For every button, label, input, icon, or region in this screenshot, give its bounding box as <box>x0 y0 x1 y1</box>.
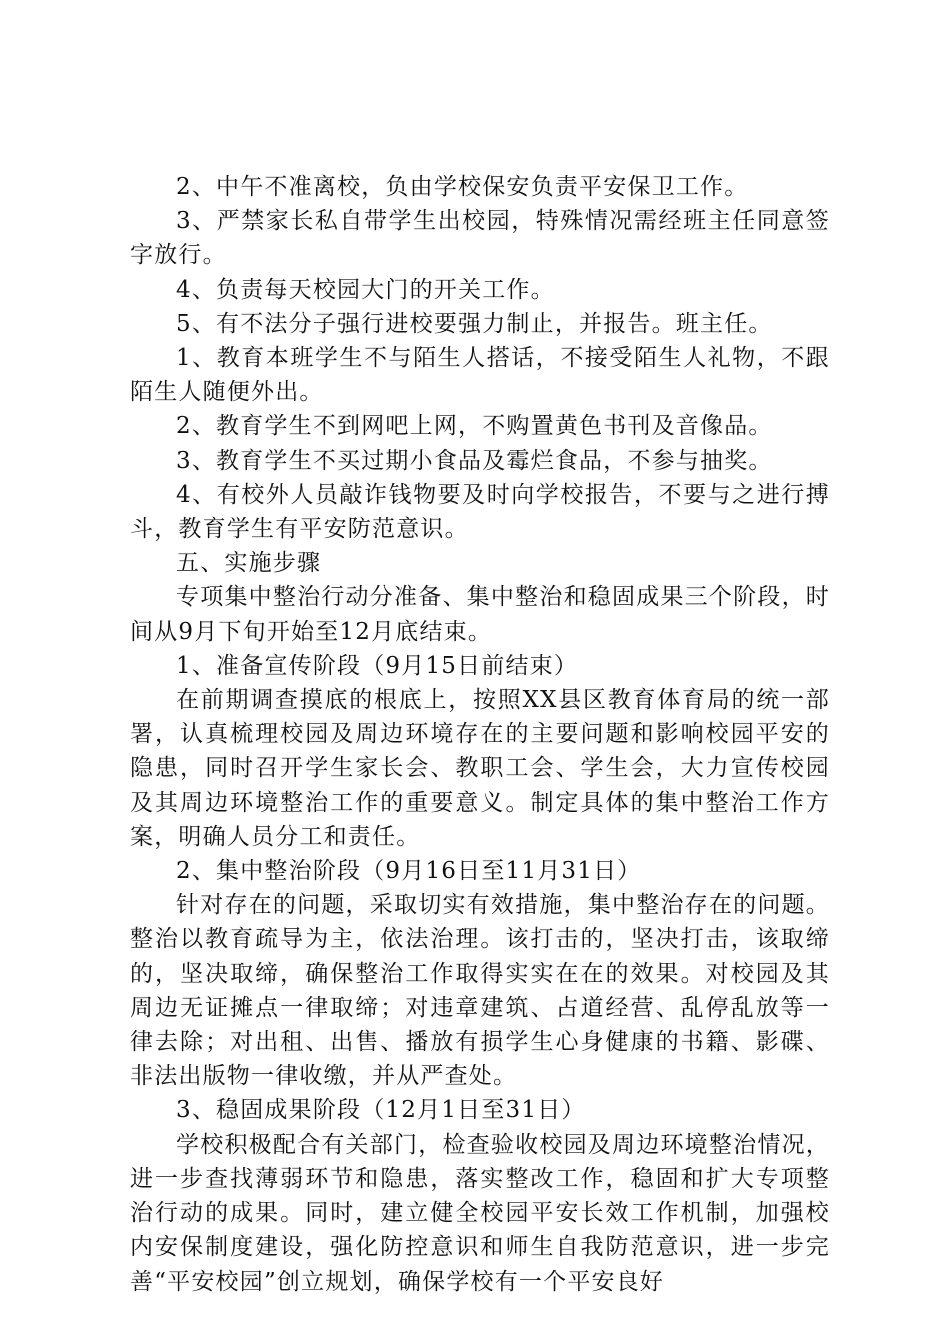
subsection-heading: 3、稳固成果阶段（12月1日至31日） <box>176 1097 586 1124</box>
paragraph: 学校积极配合有关部门，检查验收校园及周边环境整治情况，进一步查找薄弱环节和隐患，落实整改工作，稳固和扩大专项整治行动的成果。同时，建立健全校园平安长效工作机制，加强校内安保制度建设，强化防控意识和师生自我防范意识，进一步完善“平安校园”创立规划，确保学校有一个平安良好 <box>130 1131 830 1295</box>
paragraph: 1、教育本班学生不与陌生人搭话，不接受陌生人礼物，不跟陌生人随便外出。 <box>130 345 830 406</box>
section-heading: 五、实施步骤 <box>176 550 322 577</box>
subsection-heading: 1、准备宣传阶段（9月15日前结束） <box>176 652 579 679</box>
paragraph: 专项集中整治行动分准备、集中整治和稳固成果三个阶段，时间从9月下旬开始至12月底结束。 <box>130 584 830 645</box>
paragraph: 3、严禁家长私自带学生出校园，特殊情况需经班主任同意签字放行。 <box>130 208 830 269</box>
paragraph: 3、教育学生不买过期小食品及霉烂食品，不参与抽奖。 <box>176 447 773 474</box>
paragraph: 在前期调查摸底的根底上，按照XX县区教育体育局的统一部署，认真梳理校园及周边环境存在的主要问题和影响校园平安的隐患，同时召开学生家长会、教职工会、学生会，大力宣传校园及其周边环境整治工作的重要意义。制定具体的集中整治工作方案，明确人员分工和责任。 <box>130 687 830 850</box>
paragraph: 2、教育学生不到网吧上网，不购置黄色书刊及音像品。 <box>176 413 773 440</box>
paragraph: 4、负责每天校园大门的开关工作。 <box>176 276 555 303</box>
paragraph: 针对存在的问题，采取切实有效措施，集中整治存在的问题。整治以教育疏导为主，依法治理。该打击的，坚决打击，该取缔的，坚决取缔，确保整治工作取得实实在在的效果。对校园及其周边无证摊点一律取缔；对违章建筑、占道经营、乱停乱放等一律去除；对出租、出售、播放有损学生心身健康的书籍、影碟、非法出版物一律收缴，并从严查处。 <box>130 892 830 1090</box>
document-body <box>130 170 830 1299</box>
paragraph: 2、中午不准离校，负由学校保安负责平安保卫工作。 <box>176 174 749 200</box>
paragraph: 4、有校外人员敲诈钱物要及时向学校报告，不要与之进行搏斗，教育学生有平安防范意识。 <box>130 481 830 543</box>
subsection-heading: 2、集中整治阶段（9月16日至11月31日） <box>176 858 642 885</box>
paragraph: 5、有不法分子强行进校要强力制止，并报告。班主任。 <box>176 310 773 337</box>
